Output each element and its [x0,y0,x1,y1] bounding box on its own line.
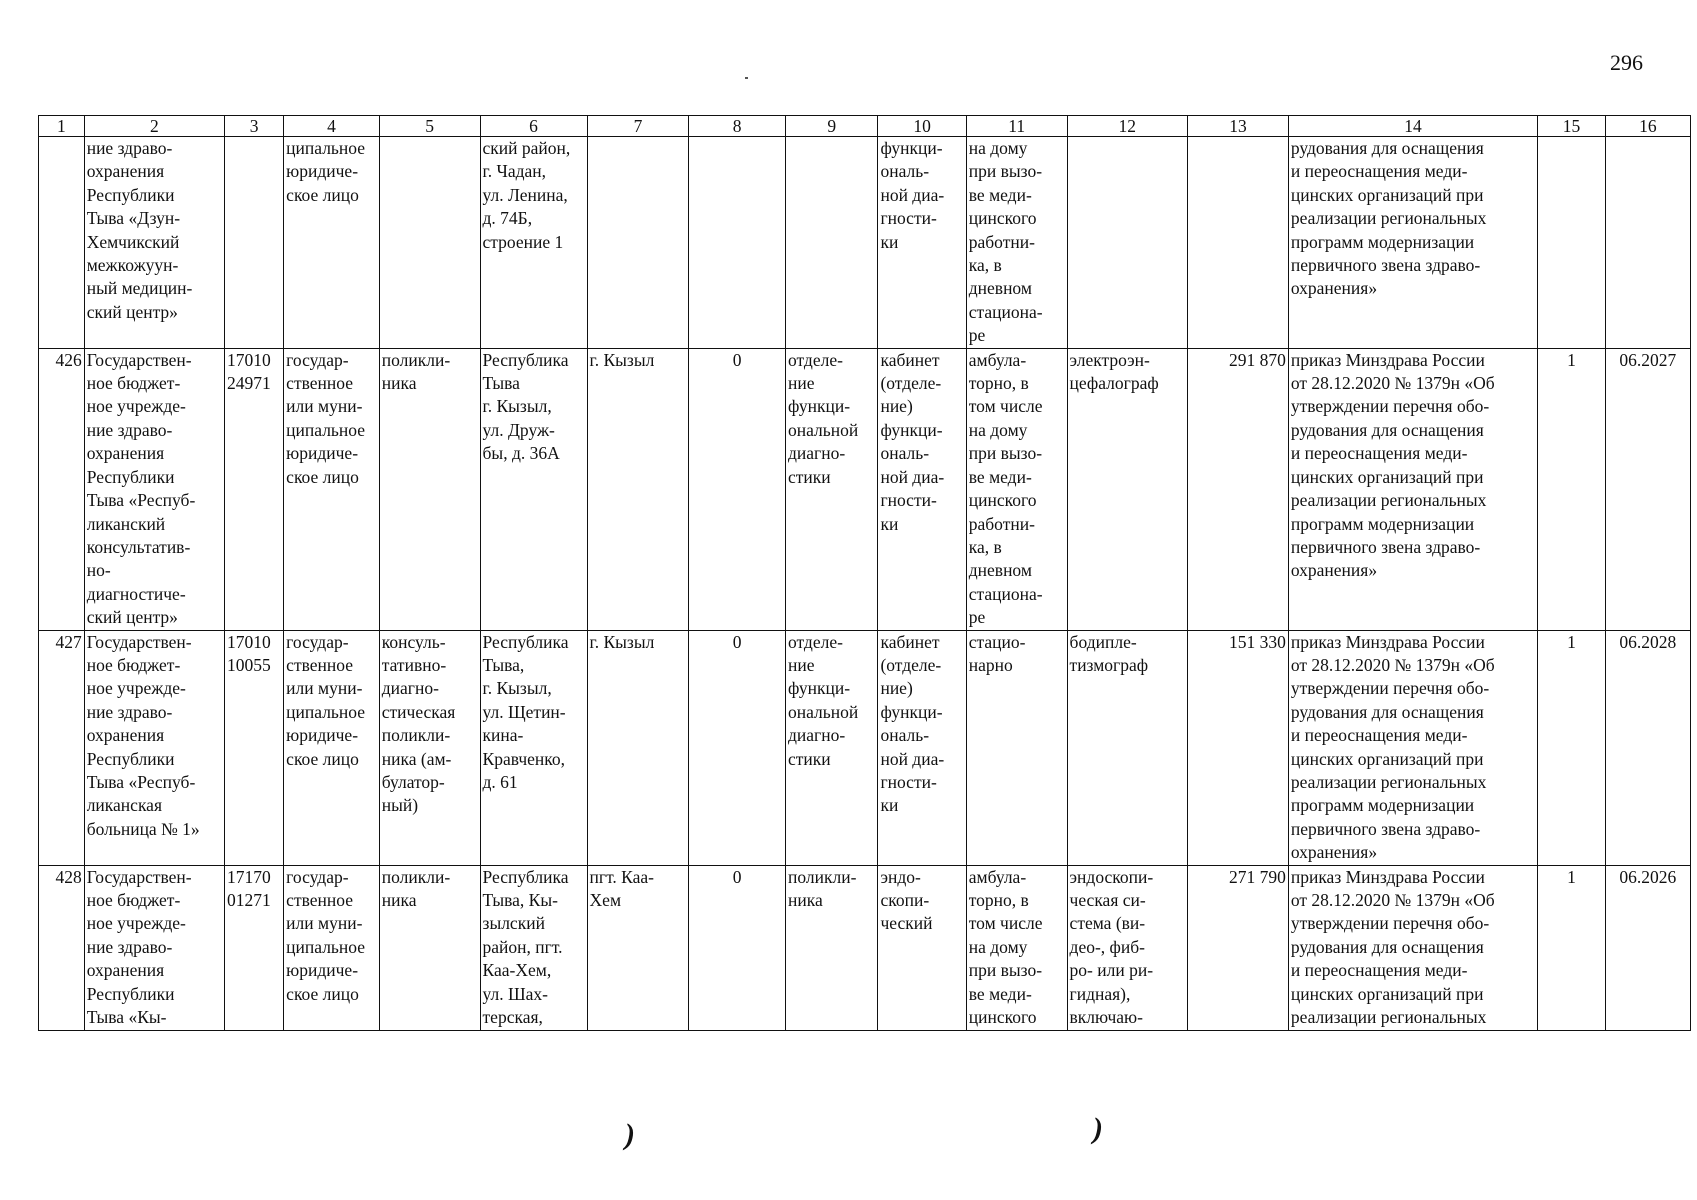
facility-type: поликли- ника [379,348,480,630]
column-header: 5 [379,116,480,137]
deadline: 06.2027 [1605,348,1690,630]
address: Республика Тыва г. Кызыл, ул. Друж- бы, д. 36А [480,348,587,630]
column-header: 4 [284,116,380,137]
organization-name: ние здраво- охранения Республики Тыва «Дзун- Хемчикский межкожуун- ный медицин- ский центр» [84,137,224,349]
legal-basis: приказ Минздрава России от 28.12.2020 № 1379н «Об утверждении перечня обо- рудования для оснащения и переоснащения меди- цинских организаций при реализации региональных [1288,865,1537,1030]
quantity: 1 [1538,348,1606,630]
settlement: г. Кызыл [587,348,689,630]
column-header: 16 [1605,116,1690,137]
column-header: 15 [1538,116,1606,137]
table-row [39,865,1691,1030]
row-number [39,137,85,349]
value-col8: 0 [689,630,786,865]
register-table [38,115,1691,1031]
row-number: 427 [39,630,85,865]
table-row [39,348,1691,630]
legal-basis: приказ Минздрава России от 28.12.2020 № 1379н «Об утверждении перечня обо- рудования для оснащения и переоснащения меди- цинских организаций при реализации региональных программ модернизации первичного звена здраво- охранения» [1288,630,1537,865]
column-header: 2 [84,116,224,137]
deadline: 06.2028 [1605,630,1690,865]
equipment: электроэн- цефалограф [1067,348,1188,630]
column-number-row [39,116,1691,137]
column-header: 14 [1288,116,1537,137]
organization-name: Государствен- ное бюджет- ное учрежде- ние здраво- охранения Республики Тыва «Кы- [84,865,224,1030]
okpo-code [224,137,283,349]
equipment: бодипле- тизмограф [1067,630,1188,865]
care-conditions: на дому при вызо- ве меди- цинского работни- ка, в дневном стациона- ре [966,137,1067,349]
scan-mark-right: ) [1093,1112,1103,1145]
column-header: 1 [39,116,85,137]
facility-type: поликли- ника [379,865,480,1030]
address: ский район, г. Чадан, ул. Ленина, д. 74Б, строение 1 [480,137,587,349]
cabinet: эндо- скопи- ческий [878,865,966,1030]
column-header: 7 [587,116,689,137]
column-header: 9 [785,116,877,137]
facility-type: консуль- тативно- диагно- стическая поликли- ника (ам- булатор- ный) [379,630,480,865]
legal-form: государ- ственное или муни- ципальное юридиче- ское лицо [284,348,380,630]
okpo-code: 17010 10055 [224,630,283,865]
column-header: 6 [480,116,587,137]
equipment-code [1188,137,1289,349]
settlement: г. Кызыл [587,630,689,865]
equipment-code: 291 870 [1188,348,1289,630]
column-header: 3 [224,116,283,137]
legal-basis: приказ Минздрава России от 28.12.2020 № 1379н «Об утверждении перечня обо- рудования для оснащения и переоснащения меди- цинских организаций при реализации региональных программ модернизации первичного звена здраво- охранения» [1288,348,1537,630]
column-header: 8 [689,116,786,137]
quantity [1538,137,1606,349]
cabinet: функци- ональ- ной диа- гности- ки [878,137,966,349]
organization-name: Государствен- ное бюджет- ное учрежде- ние здраво- охранения Республики Тыва «Респуб- ликанская больница № 1» [84,630,224,865]
address: Республика Тыва, Кы- зылский район, пгт. Каа-Хем, ул. Шах- терская, [480,865,587,1030]
legal-form: государ- ственное или муни- ципальное юридиче- ское лицо [284,630,380,865]
row-number: 426 [39,348,85,630]
legal-form: государ- ственное или муни- ципальное юридиче- ское лицо [284,865,380,1030]
address: Республика Тыва, г. Кызыл, ул. Щетин- кина- Кравченко, д. 61 [480,630,587,865]
care-conditions: амбула- торно, в том числе на дому при вызо- ве меди- цинского работни- ка, в дневном стациона- ре [966,348,1067,630]
department: отделе- ние функци- ональной диагно- стики [785,630,877,865]
settlement: пгт. Каа- Хем [587,865,689,1030]
page-number: 296 [1610,50,1643,75]
column-header: 13 [1188,116,1289,137]
value-col8: 0 [689,865,786,1030]
quantity: 1 [1538,630,1606,865]
column-header: 12 [1067,116,1188,137]
deadline: 06.2026 [1605,865,1690,1030]
value-col8: 0 [689,348,786,630]
department [785,137,877,349]
quantity: 1 [1538,865,1606,1030]
equipment: эндоскопи- ческая си- стема (ви- део-, фиб- ро- или ри- гидная), включаю- [1067,865,1188,1030]
equipment-code: 271 790 [1188,865,1289,1030]
scan-speck [745,77,748,79]
scan-mark-left: ) [625,1118,635,1151]
row-number: 428 [39,865,85,1030]
okpo-code: 17010 24971 [224,348,283,630]
legal-basis: рудования для оснащения и переоснащения меди- цинских организаций при реализации региональных программ модернизации первичного звена здраво- охранения» [1288,137,1537,349]
cabinet: кабинет (отделе- ние) функци- ональ- ной диа- гности- ки [878,630,966,865]
table-row [39,630,1691,865]
facility-type [379,137,480,349]
care-conditions: амбула- торно, в том числе на дому при вызо- ве меди- цинского [966,865,1067,1030]
deadline [1605,137,1690,349]
equipment-code: 151 330 [1188,630,1289,865]
value-col8 [689,137,786,349]
okpo-code: 17170 01271 [224,865,283,1030]
table-row [39,137,1691,349]
legal-form: ципальное юридиче- ское лицо [284,137,380,349]
department: отделе- ние функци- ональной диагно- стики [785,348,877,630]
care-conditions: стацио- нарно [966,630,1067,865]
organization-name: Государствен- ное бюджет- ное учрежде- ние здраво- охранения Республики Тыва «Респуб- ликанский консультатив- но- диагностиче- ский центр» [84,348,224,630]
column-header: 10 [878,116,966,137]
column-header: 11 [966,116,1067,137]
settlement [587,137,689,349]
equipment [1067,137,1188,349]
cabinet: кабинет (отделе- ние) функци- ональ- ной диа- гности- ки [878,348,966,630]
department: поликли- ника [785,865,877,1030]
